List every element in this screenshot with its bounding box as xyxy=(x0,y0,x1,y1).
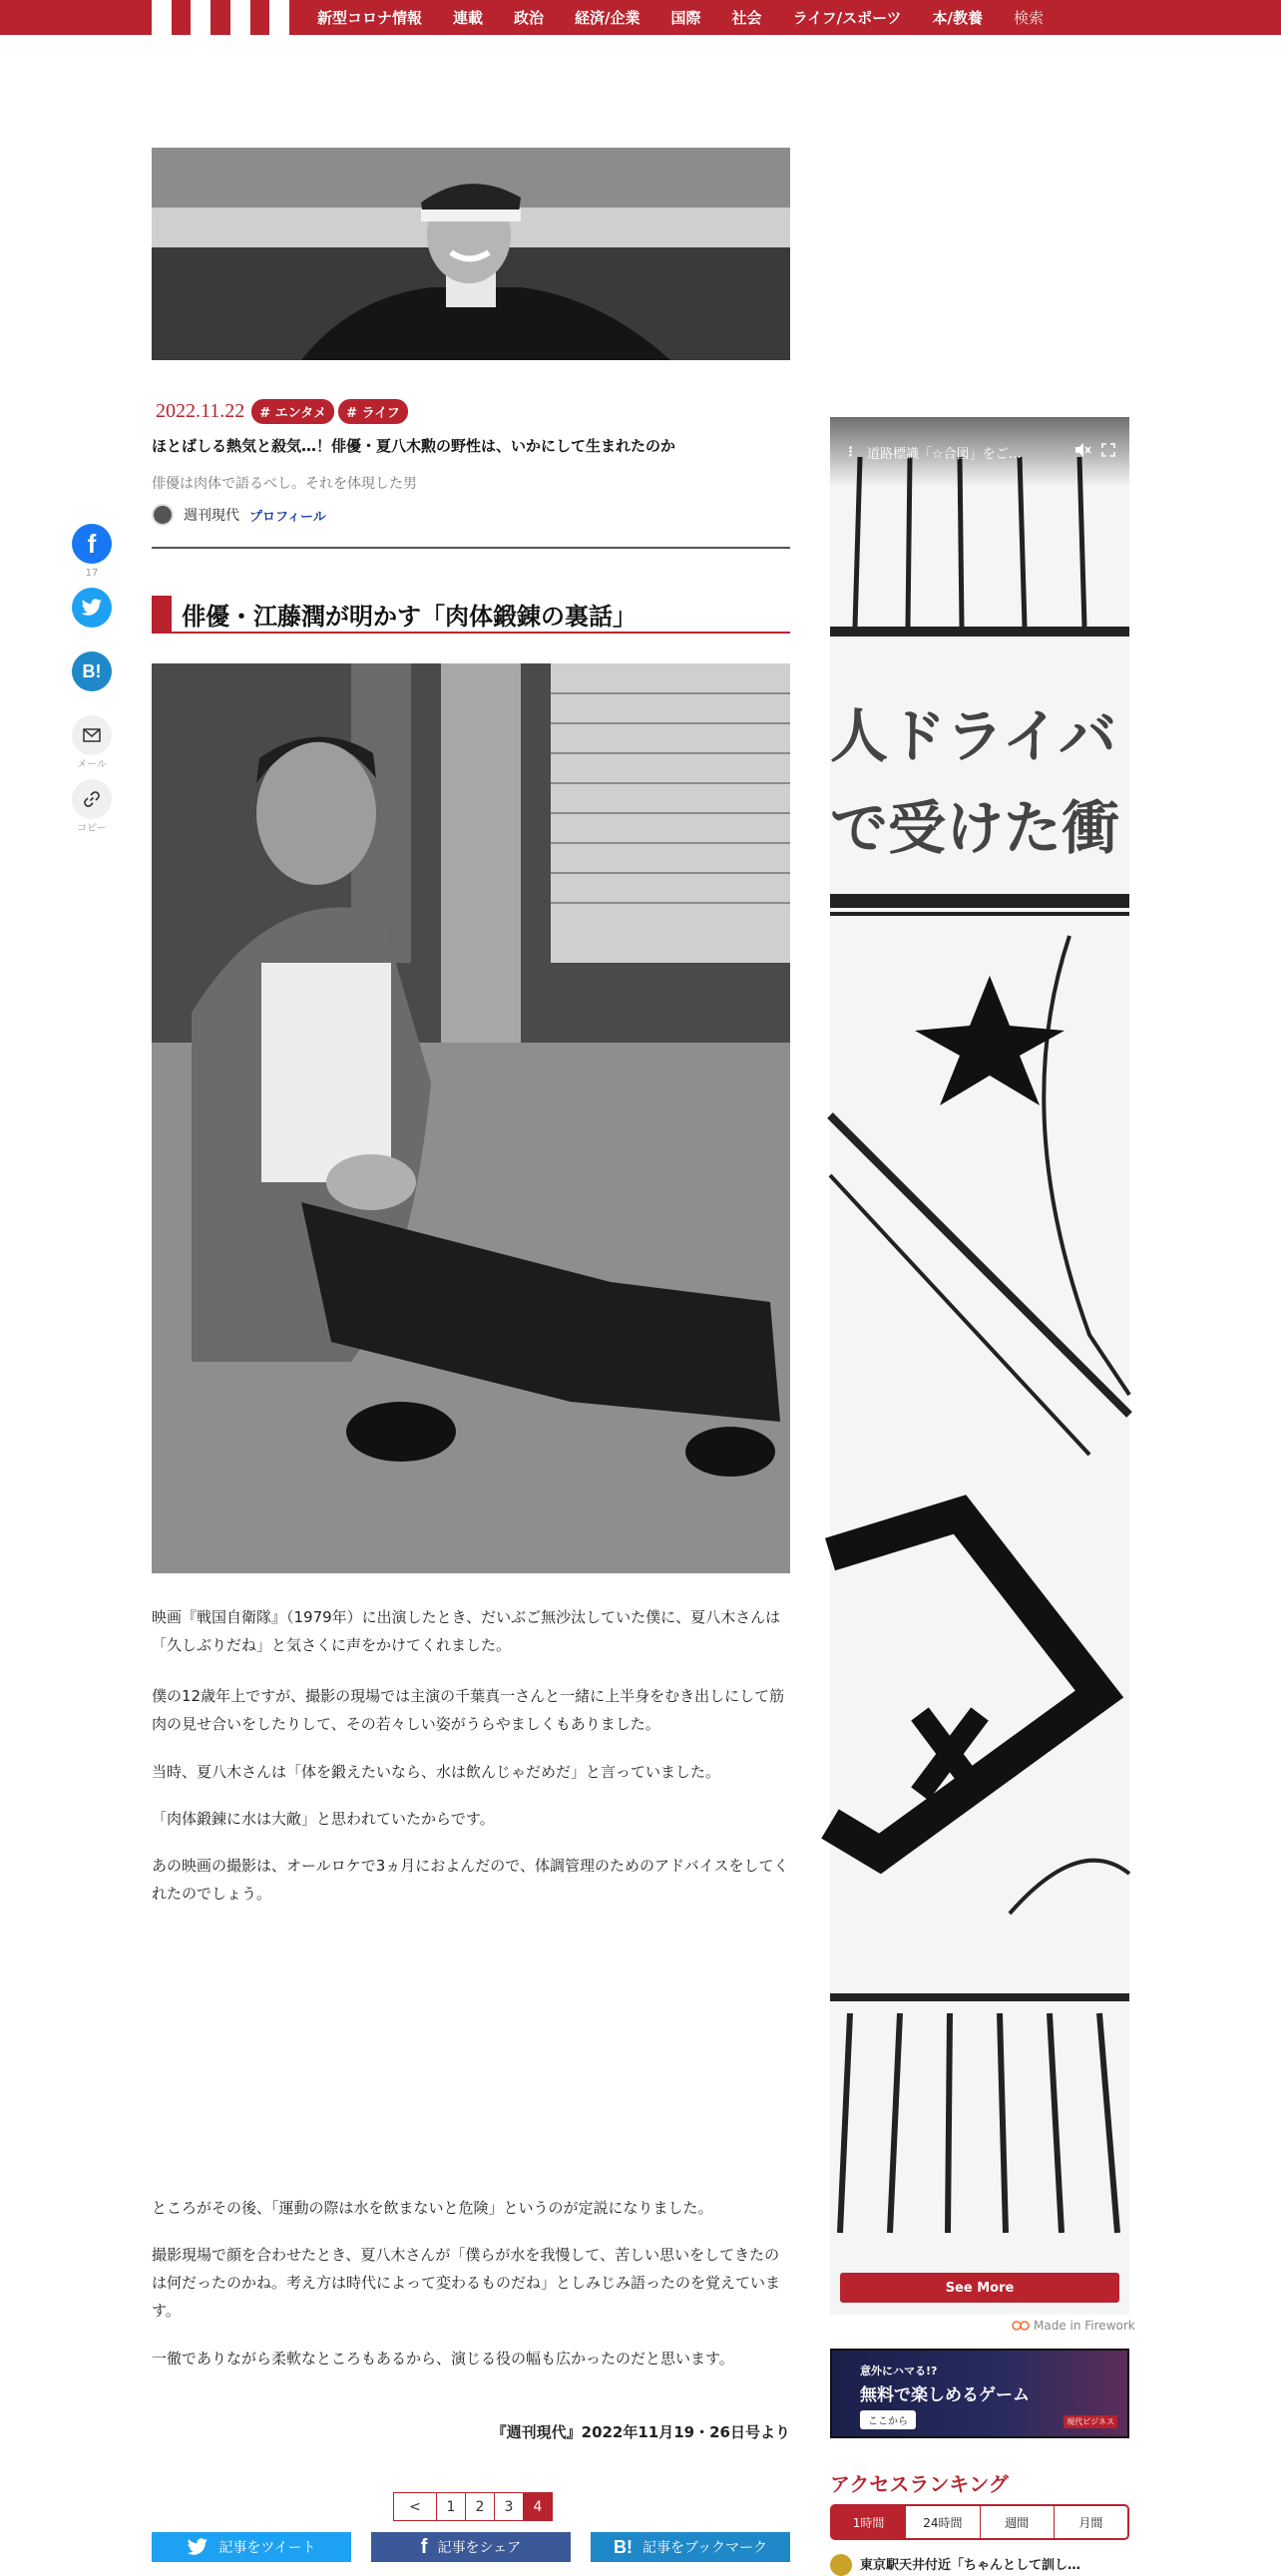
ranking-tab-1h[interactable]: 1時間 xyxy=(832,2506,905,2538)
article-paragraph: 一徹でありながら柔軟なところもあるから、演じる役の幅も広かったのだと思います。 xyxy=(152,2350,734,2367)
facebook-icon: f xyxy=(420,2535,428,2558)
article-paragraph: ところがその後、「運動の際は水を飲まないと危険」というのが定説になりました。 xyxy=(152,2199,713,2217)
article-paragraph: 僕の12歳年上ですが、撮影の現場では主演の千葉真一さんと一緒に上半身をむき出しにして筋肉の見せ合いをしたりして、その若々しい姿がうらやましくもありました。 xyxy=(152,1687,785,1733)
copy-link-button[interactable] xyxy=(72,779,112,819)
ranking-first-item[interactable] xyxy=(830,2554,1129,2573)
twitter-icon xyxy=(81,599,103,617)
ad-line2: 無料で楽しめるゲーム xyxy=(860,2385,1030,2405)
copy-label: コピー xyxy=(77,823,107,834)
bookmark-label: 記事をブックマーク xyxy=(641,2540,768,2556)
author-row xyxy=(152,504,326,526)
firework-credit[interactable] xyxy=(1012,2319,1135,2333)
share-rail xyxy=(72,524,112,843)
tweet-label: 記事をツイート xyxy=(218,2540,316,2556)
nav-menu xyxy=(317,0,1074,35)
video-header xyxy=(830,417,1129,487)
pagination-page-2[interactable]: 2 xyxy=(465,2492,495,2521)
hatena-bookmark-button[interactable] xyxy=(72,651,112,691)
twitter-share-button[interactable] xyxy=(72,588,112,628)
link-icon xyxy=(83,790,101,808)
rank-medal-icon xyxy=(830,2554,852,2576)
pagination-page-1[interactable]: 1 xyxy=(436,2492,466,2521)
article-title: ほとばしる熱気と殺気…！俳優・夏八木勲の野性は、いかにして生まれたのか xyxy=(152,437,676,455)
facebook-share-button[interactable] xyxy=(72,524,112,564)
nav-item-international[interactable]: 国際 xyxy=(670,9,701,27)
firework-logo-icon xyxy=(1012,2321,1030,2331)
ranking-tab-week[interactable]: 週間 xyxy=(980,2506,1054,2538)
article-paragraph: 当時、夏八木さんは「体を鍛えたいなら、水は飲んじゃだめだ」と言っていました。 xyxy=(152,1763,721,1781)
pagination xyxy=(394,2492,553,2521)
nav-item-society[interactable]: 社会 xyxy=(731,9,762,27)
nav-search[interactable]: 検索 xyxy=(1014,9,1045,27)
top-nav xyxy=(0,0,1281,35)
video-title: 道路標識「☆合図」をご… xyxy=(867,446,1022,462)
mute-icon[interactable] xyxy=(1073,442,1091,462)
ranking-item-title: 東京駅天井付近「ちゃんとして訓し… xyxy=(860,2558,1081,2573)
nav-item-books[interactable]: 本/教養 xyxy=(932,9,984,27)
nav-item-series[interactable]: 連載 xyxy=(453,9,484,27)
pagination-page-4-current[interactable]: 4 xyxy=(523,2492,553,2521)
mail-label: メール xyxy=(77,759,107,770)
article-photo xyxy=(152,663,790,1573)
bookmark-article-button[interactable] xyxy=(591,2532,790,2562)
tag-life[interactable]: # ライフ xyxy=(338,399,408,424)
twitter-icon xyxy=(187,2538,209,2556)
divider xyxy=(152,547,790,549)
fullscreen-icon[interactable] xyxy=(1101,443,1115,461)
nav-item-covid[interactable]: 新型コロナ情報 xyxy=(317,9,423,27)
mail-icon xyxy=(83,728,101,742)
ad-cta-button[interactable]: ここから xyxy=(860,2410,916,2429)
profile-link[interactable]: プロフィール xyxy=(249,509,326,525)
hero-image xyxy=(152,148,790,360)
nav-item-economy[interactable]: 経済/企業 xyxy=(575,9,640,27)
author-name: 週刊現代 xyxy=(184,508,239,524)
ranking-tabs xyxy=(830,2504,1129,2540)
facebook-count: 17 xyxy=(85,568,99,579)
facebook-icon: f xyxy=(87,528,97,559)
sidebar-video[interactable] xyxy=(830,417,1129,2315)
ranking-title: アクセスランキング xyxy=(830,2474,1009,2496)
ranking-tab-24h[interactable]: 24時間 xyxy=(905,2506,979,2538)
ad-line1: 意外にハマる!? xyxy=(860,2364,938,2377)
article-paragraph: 「肉体鍛錬に水は大敵」と思われていたからです。 xyxy=(152,1810,495,1828)
tweet-article-button[interactable] xyxy=(152,2532,351,2562)
article-subtitle: 俳優は肉体で語るべし。それを体現した男 xyxy=(152,476,417,492)
pagination-page-3[interactable]: 3 xyxy=(494,2492,524,2521)
pagination-prev[interactable]: < xyxy=(393,2492,437,2521)
nav-item-politics[interactable]: 政治 xyxy=(514,9,545,27)
article-date: 2022.11.22 xyxy=(156,400,245,422)
see-more-button[interactable]: See More xyxy=(840,2273,1119,2303)
share-label: 記事をシェア xyxy=(437,2540,522,2556)
section-heading xyxy=(152,596,790,634)
firework-credit-text: Made in Firework xyxy=(1034,2319,1135,2333)
share-article-button[interactable] xyxy=(371,2532,571,2562)
mail-share-button[interactable] xyxy=(72,715,112,755)
hatena-icon: B! xyxy=(613,2536,633,2557)
article-meta xyxy=(156,399,408,424)
article-paragraph: 映画『戦国自衛隊』（1979年）に出演したとき、だいぶご無沙汰していた僕に、夏八木さんは「久しぶりだね」と気さくに声をかけてくれました。 xyxy=(152,1608,781,1654)
video-caption-2: で受けた衝 xyxy=(830,794,1120,862)
heading-accent-bar xyxy=(152,596,172,632)
article-paragraph: あの映画の撮影は、オールロケで3ヵ月におよんだので、体調管理のためのアドバイスをしてくれたのでしょう。 xyxy=(152,1857,789,1903)
game-ad-banner[interactable] xyxy=(830,2349,1129,2438)
author-avatar xyxy=(152,504,174,526)
video-caption-1: 人ドライバ xyxy=(830,702,1117,770)
hatena-icon: B! xyxy=(82,660,102,681)
more-vert-icon[interactable]: ⋮ xyxy=(844,444,857,460)
site-logo[interactable] xyxy=(152,0,289,35)
article-paragraph: 撮影現場で顔を合わせたとき、夏八木さんが「僕らが水を我慢して、苦しい思いをしてきたのは何だったのかね。考え方は時代によって変わるものだね」としみじみ語ったのを覚えています。 xyxy=(152,2246,781,2320)
section-heading-text: 俳優・江藤潤が明かす「肉体鍛錬の裏話」 xyxy=(182,604,637,631)
article-source: 『週刊現代』2022年11月19・26日号より xyxy=(491,2423,790,2441)
nav-item-life-sports[interactable]: ライフ/スポーツ xyxy=(792,9,902,27)
ranking-tab-month[interactable]: 月間 xyxy=(1054,2506,1127,2538)
ad-brand: 現代ビジネス xyxy=(1064,2415,1117,2428)
tag-entertainment[interactable]: # エンタメ xyxy=(251,399,334,424)
